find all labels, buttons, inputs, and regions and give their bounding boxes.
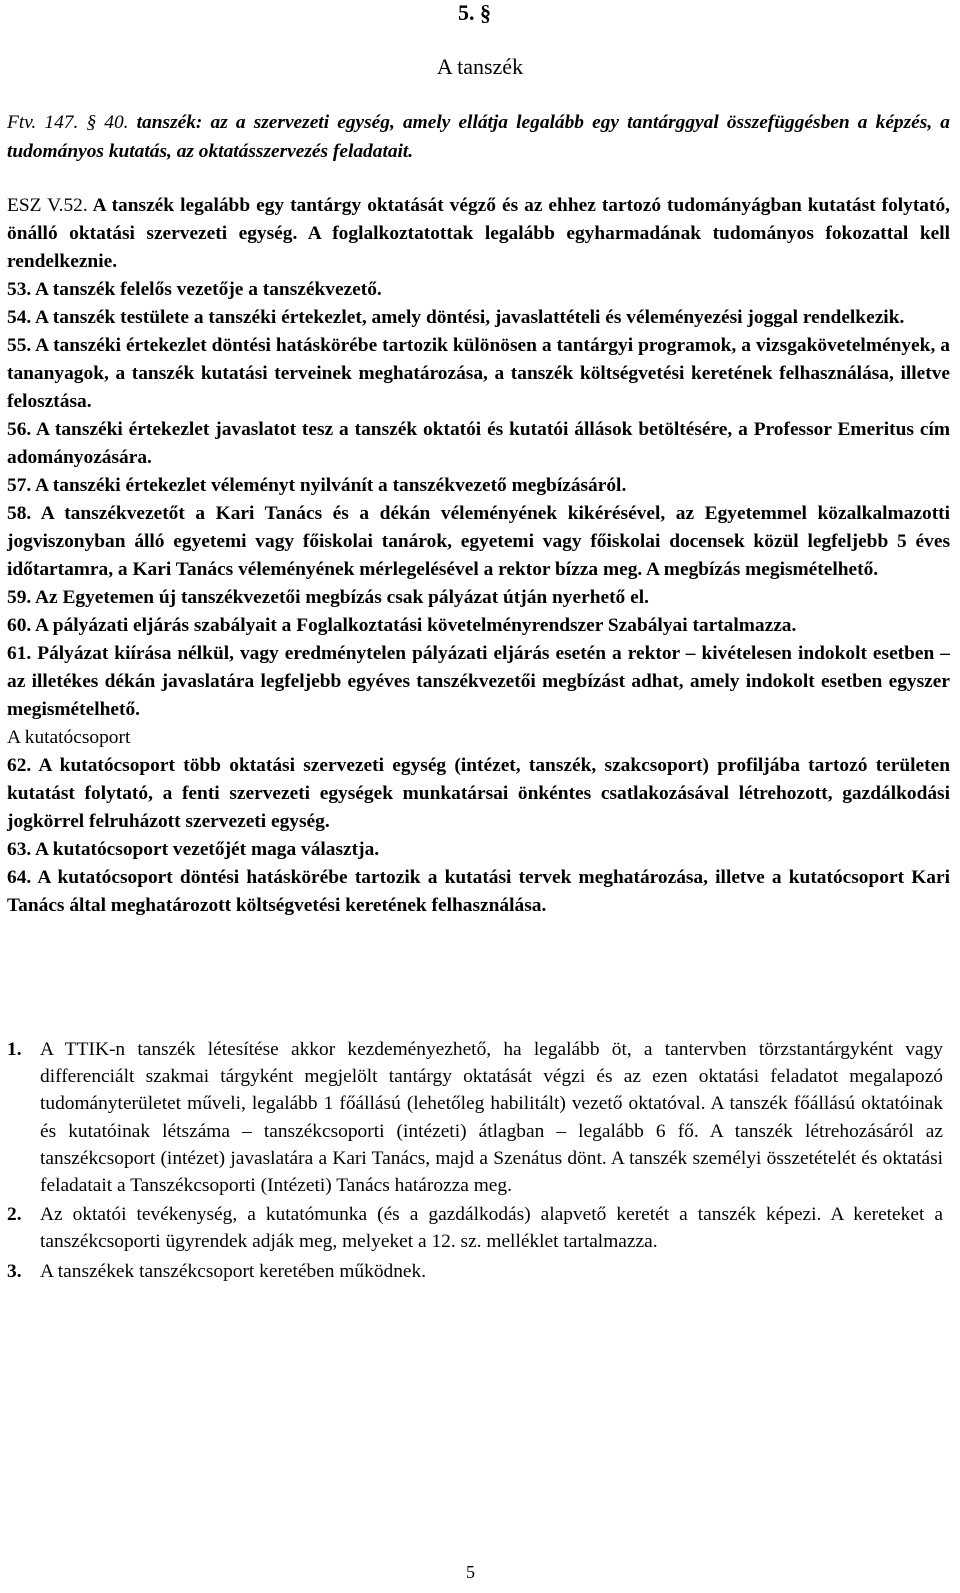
subheading-kutatocsoport: A kutatócsoport — [7, 727, 131, 748]
list-item-text: Az oktatói tevékenység, a kutatómunka (és a gazdálkodás) alapvető keretét a tanszék képezi. A kereteket a tanszékcsoporti ügyrendek adják meg, melyeket a 12. sz. melléklet tartalmazza. — [40, 1204, 943, 1253]
esz-paragraph: 64. A kutatócsoport döntési hatáskörébe tartozik a kutatási tervek meghatározása, illetve a kutatócsoport Kari Tanács által meghatározott költségvetési keretének felhasználása. — [7, 867, 950, 916]
section-number: 5. § — [458, 0, 491, 25]
esz-paragraph: 58. A tanszékvezetőt a Kari Tanács és a dékán véleményének kikérésével, az Egyetemmel közalkalmazotti jogviszonyban álló egyetemi vagy főiskolai tanárok, egyetemi vagy főiskolai docensek közül legfeljebb 5 éves időtartamra, a Kari Tanács véleményének mérlegelésével a rektor bízza meg. A megbízás megismételhető. — [7, 503, 950, 580]
esz-paragraph: 61. Pályázat kiírása nélkül, vagy eredménytelen pályázati eljárás esetén a rektor – kivételesen indokolt esetben – az illetékes dékán javaslatára legfeljebb egyéves tanszékvezetői megbízást adhat, amely indokolt esetben egyszer megismételhető. — [7, 643, 950, 720]
esz-paragraph: 57. A tanszéki értekezlet véleményt nyilvánít a tanszékvezető megbízásáról. — [7, 475, 627, 496]
list-item-number: 2. — [7, 1204, 22, 1226]
esz-paragraph: 63. A kutatócsoport vezetőjét maga választja. — [7, 839, 380, 860]
esz-paragraph: 56. A tanszéki értekezlet javaslatot tesz a tanszék oktatói és kutatói állások betöltésére, a Professor Emeritus cím adományozására. — [7, 419, 950, 468]
esz-paragraph: 54. A tanszék testülete a tanszéki értekezlet, amely döntési, javaslattételi és véleményezési joggal rendelkezik. — [7, 307, 905, 328]
list-item-number: 1. — [7, 1039, 22, 1060]
section-title: A tanszék — [436, 54, 524, 79]
list-item — [7, 1036, 943, 1199]
list-item — [7, 1258, 943, 1285]
esz-paragraph: 55. A tanszéki értekezlet döntési hatáskörébe tartozik különösen a tantárgyi programok, a vizsgakövetelmények, a tananyagok, a tanszék kutatási terveinek meghatározása, a tanszék költségvetési keretének felhasználása, illetve felosztása. — [7, 335, 950, 412]
list-item-text: A tanszékek tanszékcsoport keretében működnek. — [40, 1260, 427, 1282]
list-item — [7, 1201, 943, 1255]
ftv-quote — [7, 108, 950, 166]
list-item-number: 3. — [7, 1260, 22, 1282]
esz-paragraph: 60. A pályázati eljárás szabályait a Foglalkoztatási követelményrendszer Szabályai tartalmazza. — [7, 615, 797, 636]
esz-lead: ESZ V.52. — [7, 195, 88, 216]
esz-quote — [7, 192, 950, 920]
ftv-text: tanszék: az a szervezeti egység, amely ellátja legalább egy tantárggyal összefüggésben a képzés, a tudományos kutatás, az oktatásszervezés feladatait. — [7, 112, 950, 162]
esz-paragraph-text: A tanszék legalább egy tantárgy oktatását végző és az ehhez tartozó tudományágban kutatást folytató, önálló oktatási szervezeti egység. A foglalkoztatottak legalább egyharmadának tudományos fokozattal kell rendelkeznie. — [7, 195, 951, 272]
esz-paragraph — [7, 192, 950, 276]
ttik-rules-list — [7, 1036, 943, 1287]
ftv-lead: Ftv. 147. § 40. — [7, 112, 129, 133]
list-item-text: A TTIK-n tanszék létesítése akkor kezdeményezhető, ha legalább öt, a tantervben törzstantárgyként vagy differenciált szakmai tárgyként megjelölt tantárgy oktatását végzi és az ezen oktatási feladatot megalapozó tudományterületet műveli, legalább 1 főállású (lehetőleg habilitált) vezető oktatóval. A tanszék főállású oktatóinak és kutatóinak létszáma – tanszékcsoporti (intézeti) átlagban – legalább 6 fő. A tanszék létrehozásáról az tanszékcsoport (intézet) javaslatára a Kari Tanács, majd a Szenátus dönt. A tanszék személyi összetételét és oktatási feladatait a Tanszékcsoporti (Intézeti) Tanács határozza meg. — [40, 1039, 943, 1197]
esz-paragraph: 53. A tanszék felelős vezetője a tanszékvezető. — [7, 279, 382, 300]
esz-paragraph: 62. A kutatócsoport több oktatási szervezeti egység (intézet, tanszék, szakcsoport) profiljába tartozó területen kutatást folytató, a fenti szervezeti egységek munkatársai önkéntes csatlakozásával létrehozott, gazdálkodási jogkörrel felruházott szervezeti egység. — [7, 755, 950, 832]
esz-paragraph: 59. Az Egyetemen új tanszékvezetői megbízás csak pályázat útján nyerhető el. — [7, 587, 649, 608]
page-number: 5 — [466, 1562, 475, 1582]
